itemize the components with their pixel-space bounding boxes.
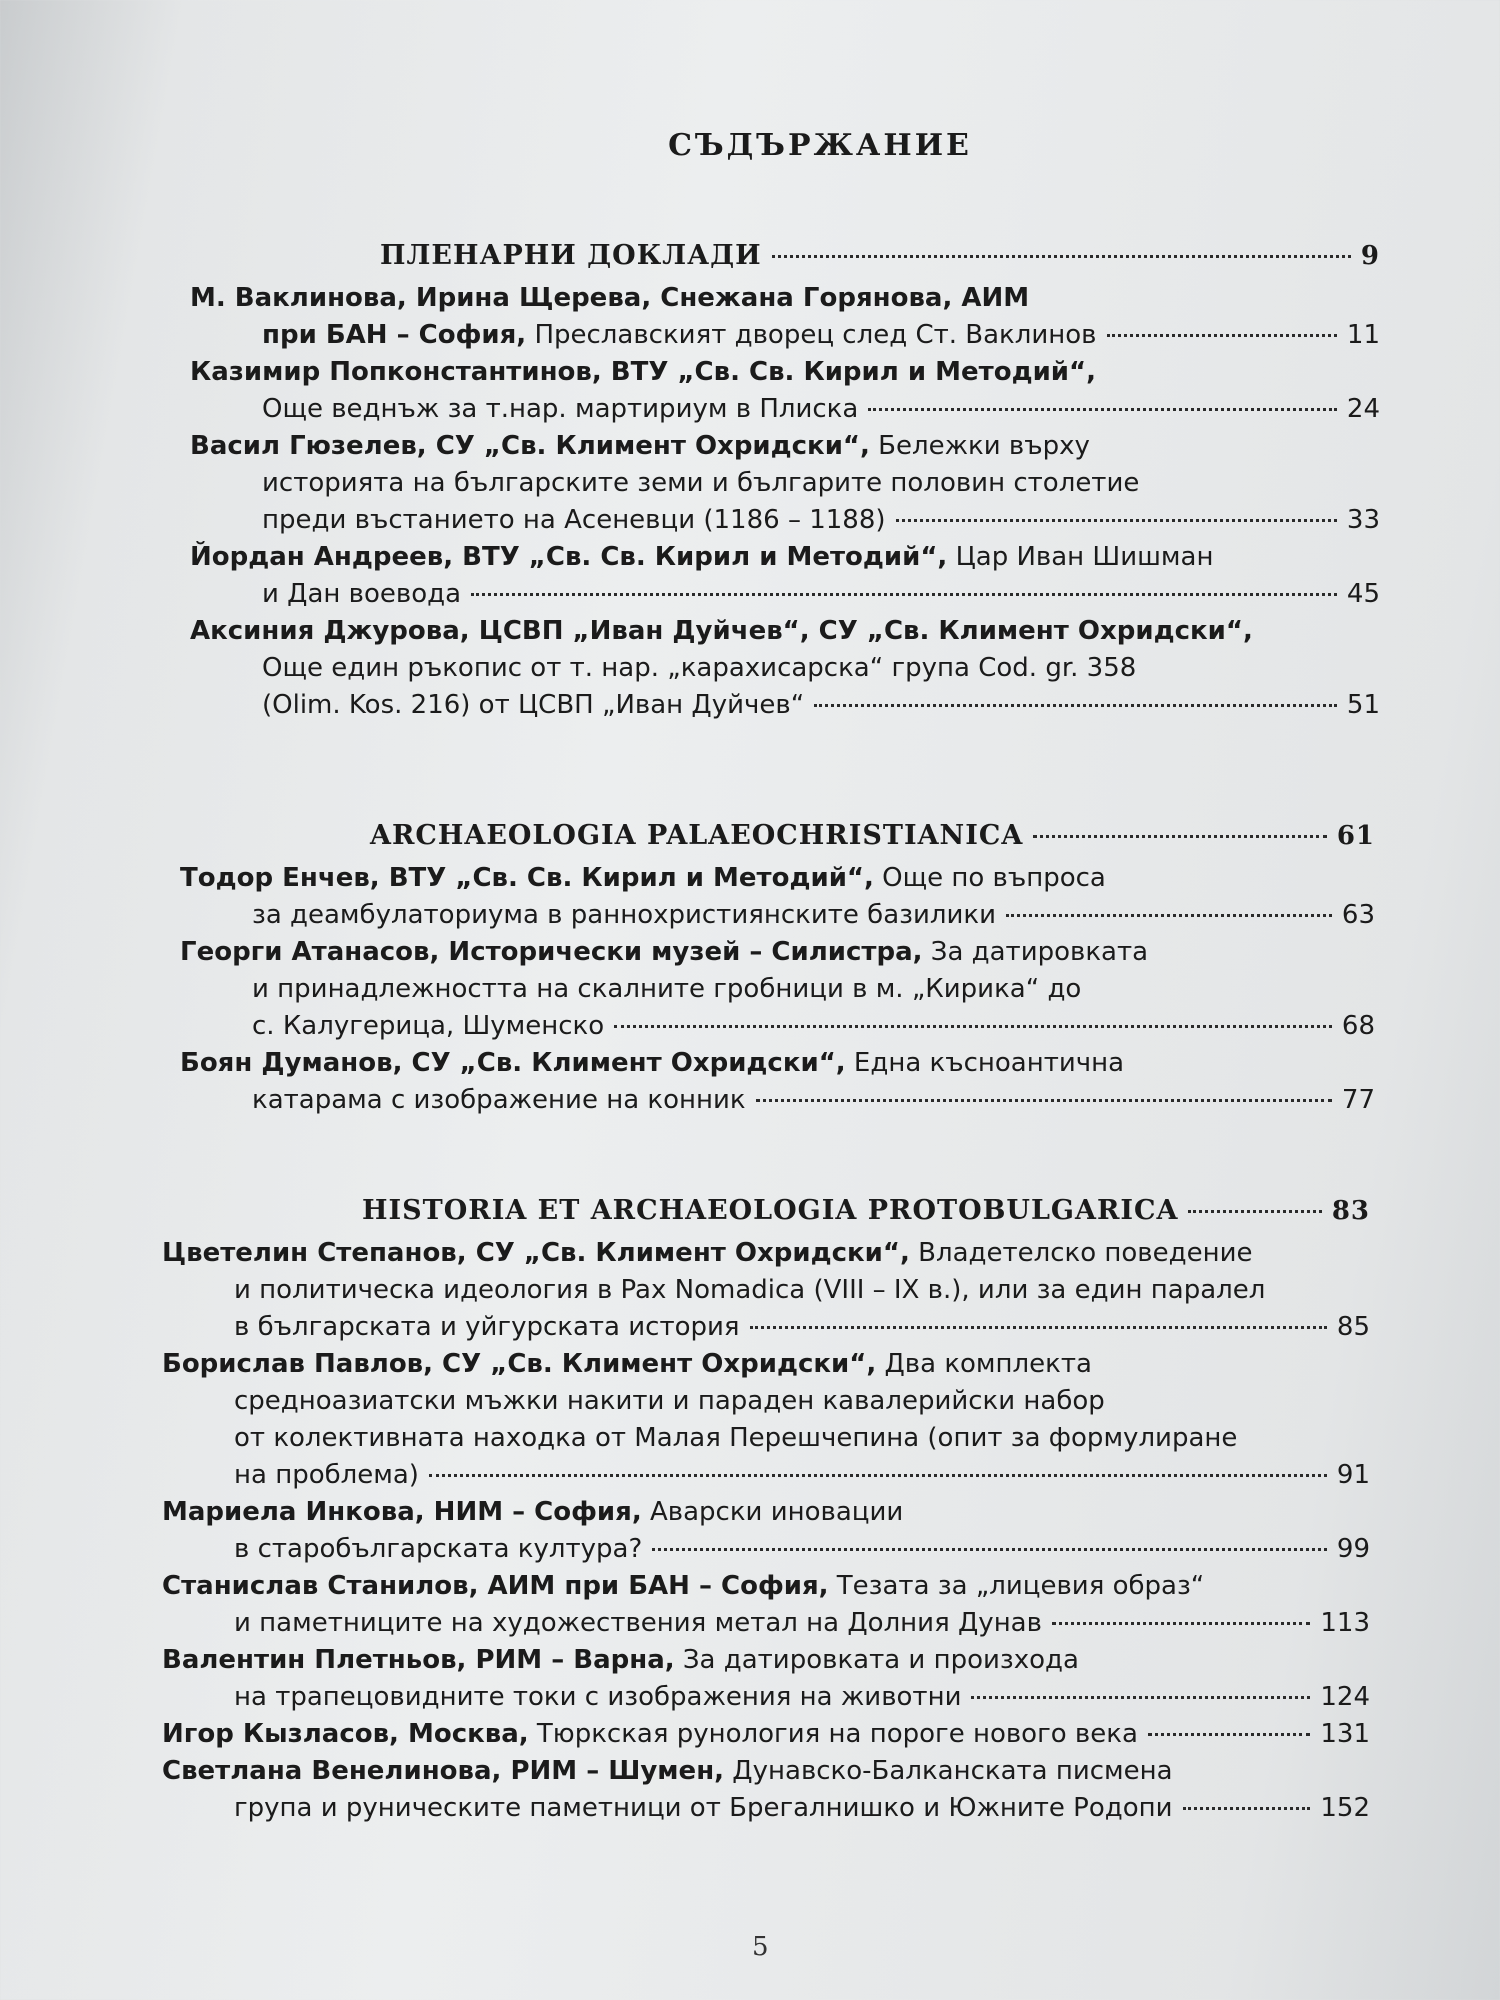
leader-dots [772,255,1351,258]
leader-dots [1033,835,1327,838]
leader-dots [429,1474,1327,1477]
entry-title: Още по въпроса [873,863,1106,893]
leader-dots [614,1025,1332,1028]
entry-title: За датировката и произхода [674,1645,1079,1675]
entry-title-cont: историята на българските земи и българите половин столетие [262,468,1140,498]
entry-title-cont: и политическа идеология в Pax Nomadica (VIII – IX в.), или за един паралел [234,1275,1266,1305]
entry-title: Цар Иван Шишман [947,542,1214,572]
entry-authors: Станислав Станилов, АИМ при БАН – София, [162,1571,829,1601]
leader-dots [750,1326,1327,1329]
page-ref: 63 [1341,900,1375,930]
toc-entry [190,280,1380,354]
entry-authors: Аксиния Джурова, ЦСВП „Иван Дуйчев“, СУ „Св. Климент Охридски“, [190,616,1253,646]
entry-title-cont: преди въстанието на Асеневци (1186 – 1188) [262,505,886,535]
entry-title-cont: и паметниците на художествения метал на Долния Дунав [234,1608,1042,1638]
leader-dots [756,1099,1332,1102]
page-number: 5 [752,1932,769,1962]
entry-title-cont: за деамбулаториума в раннохристиянските базилики [252,900,996,930]
toc-entry [180,934,1375,1045]
toc-entry [162,1753,1370,1827]
entry-title-cont: и Дан воевода [262,579,462,609]
toc-entry [180,1045,1375,1119]
page-ref: 24 [1346,394,1380,424]
entry-title-cont: на трапецовидните токи с изображения на животни [234,1682,962,1712]
leader-dots [1107,334,1337,337]
entry-title: Дунавско-Балканската писмена [724,1756,1173,1786]
entry-title-cont: катарама с изображение на конник [252,1085,746,1115]
toc-entry [190,354,1380,428]
page-ref: 61 [1336,821,1375,851]
toc-section-protobulgarica [162,1195,1370,1827]
page-ref: 131 [1320,1719,1370,1749]
entry-title-cont: в българската и уйгурската история [234,1312,740,1342]
leader-dots [1006,914,1332,917]
entry-title-cont: група и руническите паметници от Брегалнишко и Южните Родопи [234,1793,1173,1823]
entry-title: Тезата за „лицевия образ“ [828,1571,1205,1601]
section-heading [180,820,1375,860]
leader-dots [471,593,1337,596]
page-ref: 124 [1320,1682,1370,1712]
page-ref: 33 [1346,505,1380,535]
entry-authors: Мариела Инкова, НИМ – София, [162,1497,642,1527]
entry-authors: Георги Атанасов, Исторически музей – Силистра, [180,937,923,967]
entry-title-cont: на проблема) [234,1460,419,1490]
entry-title: Още веднъж за т.нар. мартириум в Плиска [262,394,859,424]
page-ref: 113 [1320,1608,1370,1638]
entry-title: Два комплекта [876,1349,1092,1379]
entry-title-cont: средноазиатски мъжки накити и параден кавалерийски набор [234,1386,1105,1416]
leader-dots [868,408,1337,411]
entry-authors: М. Ваклинова, Ирина Щерева, Снежана Горянова, АИМ [190,283,1030,313]
leader-dots [1183,1807,1311,1810]
entry-authors: Йордан Андреев, ВТУ „Св. Св. Кирил и Методий“, [190,542,948,572]
entry-authors: Светлана Венелинова, РИМ – Шумен, [162,1756,725,1786]
section-heading [162,1195,1370,1235]
entry-title: За датировката [922,937,1149,967]
section-heading-text: HISTORIA ET ARCHAEOLOGIA PROTOBULGARICA [362,1195,1179,1226]
entry-title: Бележки върху [869,431,1090,461]
toc-entry [162,1642,1370,1716]
entry-authors: Васил Гюзелев, СУ „Св. Климент Охридски“, [190,431,870,461]
entry-title: Владетелско поведение [909,1238,1253,1268]
entry-authors: Казимир Попконстантинов, ВТУ „Св. Св. Кирил и Методий“, [190,357,1096,387]
entry-authors: Борислав Павлов, СУ „Св. Климент Охридски“, [162,1349,877,1379]
page-ref: 77 [1341,1085,1375,1115]
entry-authors-cont: при БАН – София, [262,320,527,350]
toc-entry [162,1346,1370,1494]
toc-entry [162,1716,1370,1753]
toc-entry [162,1235,1370,1346]
page-title: СЪДЪРЖАНИЕ [668,128,972,163]
toc-section-palaeochristianica [180,820,1375,1119]
page-ref: 45 [1346,579,1380,609]
leader-dots [896,519,1337,522]
section-heading-text: ПЛЕНАРНИ ДОКЛАДИ [380,240,762,271]
entry-title-cont: от колективната находка от Малая Перешчепина (опит за формулиране [234,1423,1238,1453]
leader-dots [1052,1622,1310,1625]
leader-dots [971,1696,1310,1699]
section-heading [190,240,1380,280]
section-heading-text: ARCHAEOLOGIA PALAEOCHRISTIANICA [370,820,1024,851]
entry-authors: Валентин Плетньов, РИМ – Варна, [162,1645,675,1675]
entry-title: Още един ръкопис от т. нар. „карахисарска“ група Cod. gr. 358 [262,653,1137,683]
entry-authors: Цветелин Степанов, СУ „Св. Климент Охридски“, [162,1238,910,1268]
leader-dots [1148,1733,1310,1736]
page-ref: 85 [1336,1312,1370,1342]
page-ref: 152 [1320,1793,1370,1823]
entry-title: Аварски иновации [641,1497,904,1527]
toc-entry [190,539,1380,613]
entry-title-cont: (Olim. Kos. 216) от ЦСВП „Иван Дуйчев“ [262,690,805,720]
toc-entry [162,1568,1370,1642]
entry-authors: Тодор Енчев, ВТУ „Св. Св. Кирил и Методий“, [180,863,874,893]
toc-entry [180,860,1375,934]
page-ref: 91 [1336,1460,1370,1490]
toc-section-plenary [190,240,1380,724]
page-ref: 68 [1341,1011,1375,1041]
entry-title-cont: в старобългарската култура? [234,1534,643,1564]
page-ref: 99 [1336,1534,1370,1564]
entry-title: Преславският дворец след Ст. Ваклинов [526,320,1097,350]
entry-authors: Игор Кызласов, Москва, [162,1719,529,1749]
toc-entry [190,428,1380,539]
entry-title: Тюркская рунология на пороге нового века [528,1719,1138,1749]
entry-title-cont: с. Калугерица, Шуменско [252,1011,605,1041]
page-ref: 11 [1346,320,1380,350]
page-ref: 83 [1331,1196,1370,1226]
leader-dots [1188,1210,1321,1213]
toc-entry [190,613,1380,724]
toc-entry [162,1494,1370,1568]
page-ref: 51 [1346,690,1380,720]
leader-dots [652,1548,1327,1551]
entry-title-cont: и принадлежността на скалните гробници в м. „Кирика“ до [252,974,1082,1004]
page-ref: 9 [1360,241,1380,271]
entry-authors: Боян Думанов, СУ „Св. Климент Охридски“, [180,1048,846,1078]
entry-title: Една късноантична [845,1048,1125,1078]
leader-dots [814,704,1337,707]
